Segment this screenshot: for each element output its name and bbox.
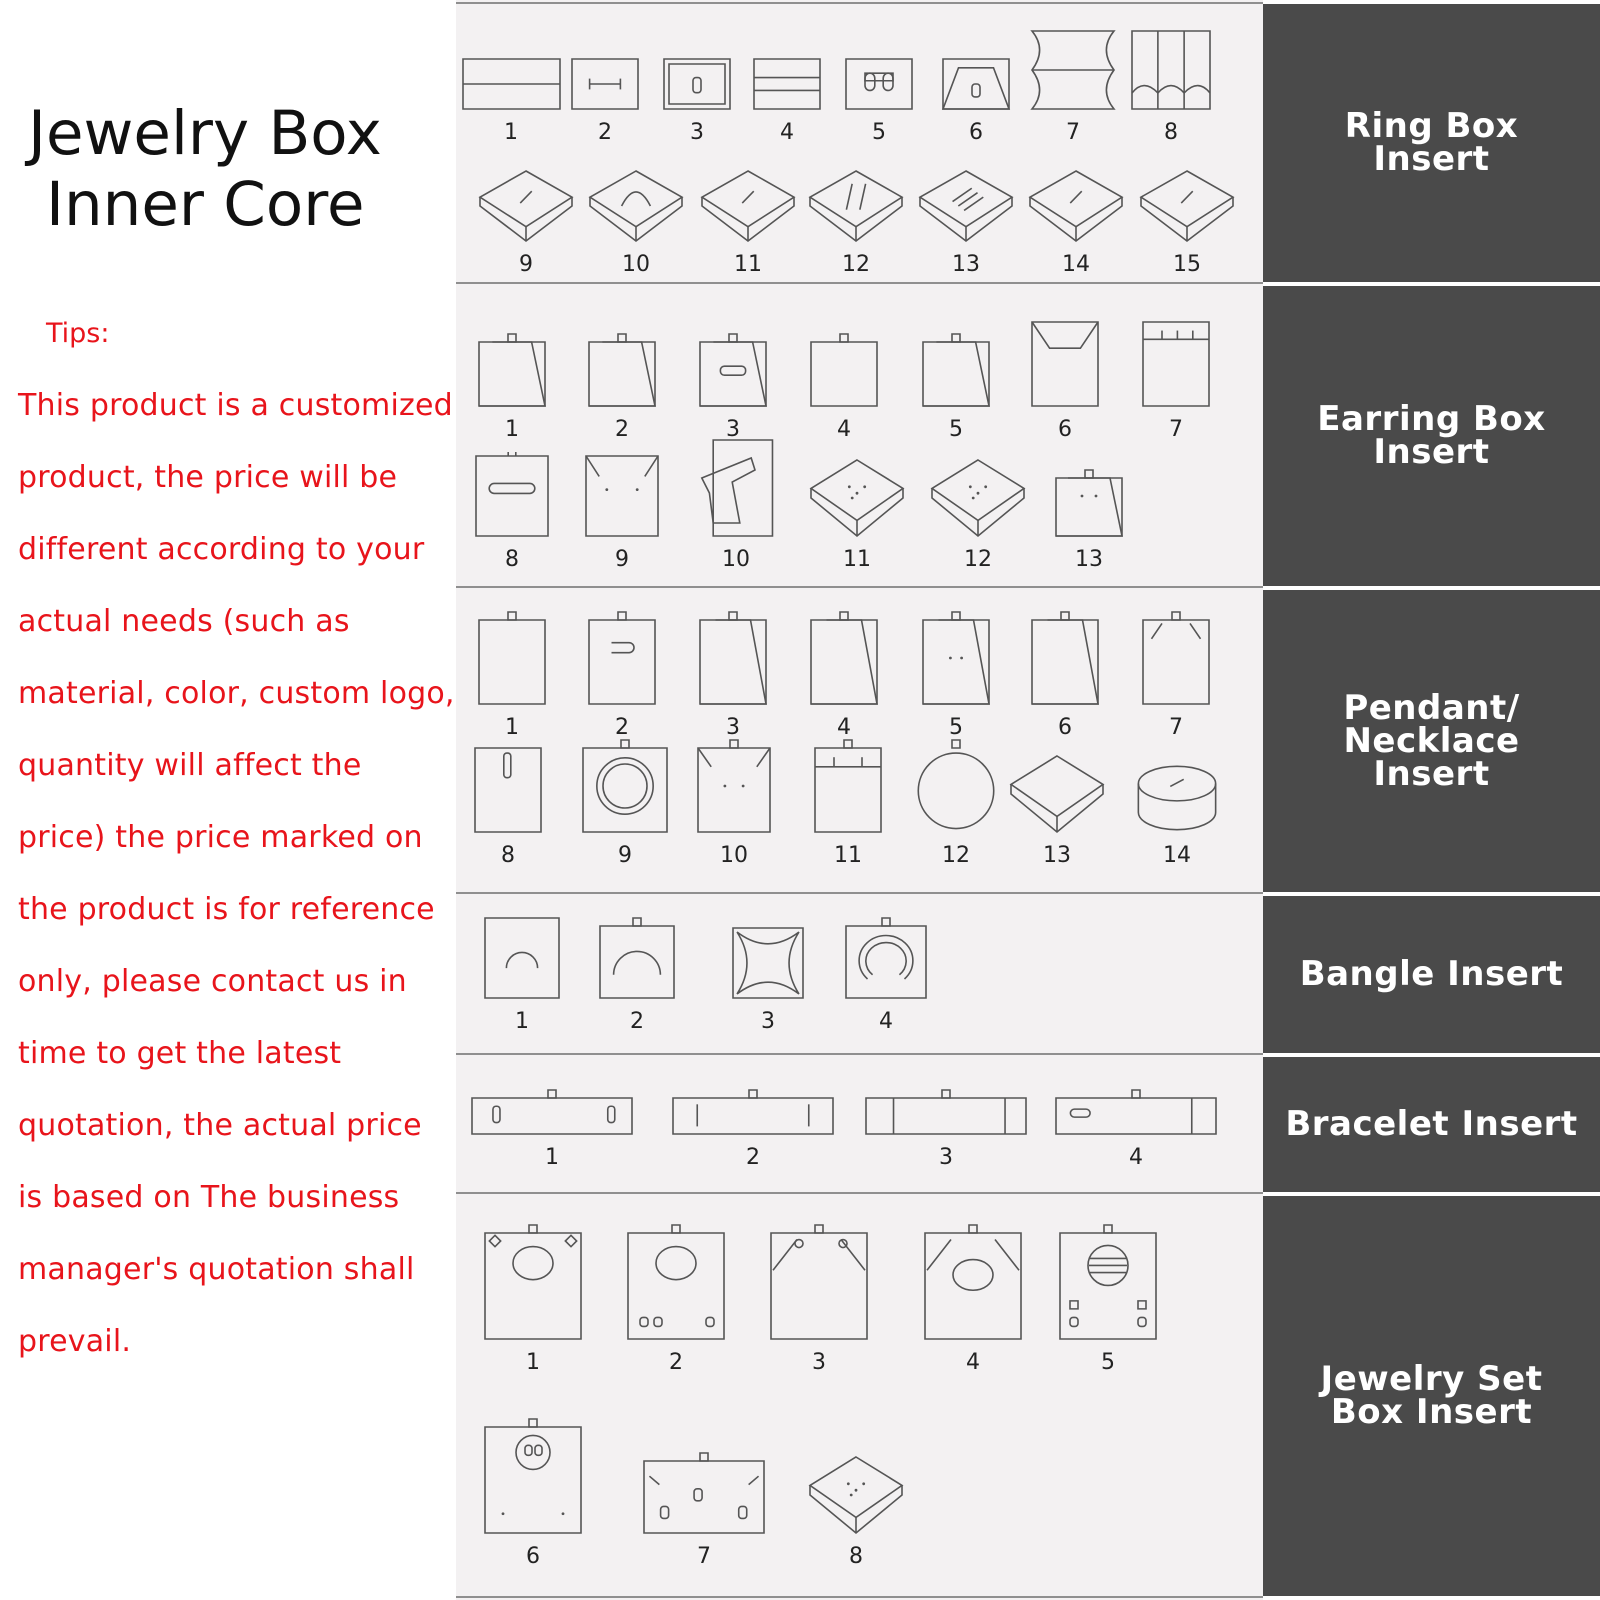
category-label-text: Earring Box Insert (1317, 399, 1546, 472)
set-insert-number: 8 (849, 1544, 863, 1569)
set-clips-icon (769, 1223, 869, 1341)
ring-insert-number: 12 (842, 252, 870, 277)
set-insert-number: 5 (1101, 1350, 1115, 1375)
bangle-insert-number: 4 (879, 1009, 893, 1034)
pendant-insert-2-drawing (587, 610, 657, 706)
insert-catalog-grid (456, 0, 1263, 1600)
brace-ends-icon (864, 1088, 1028, 1136)
ring-two-lines-icon (752, 57, 822, 111)
set-oval-icon (483, 1223, 583, 1341)
brace-slots-icon (470, 1088, 634, 1136)
ring-insert-number: 13 (952, 252, 980, 277)
set-clips-oval-icon (923, 1223, 1023, 1341)
pend-dots-icon (696, 738, 772, 834)
pendant-insert-13-drawing (1009, 754, 1105, 834)
set-insert-5-drawing (1058, 1223, 1158, 1341)
iso-dots-icon (808, 1455, 904, 1535)
ring-insert-number: 4 (780, 120, 794, 145)
ring-insert-13-drawing (918, 169, 1014, 243)
bracelet-insert-3-drawing (864, 1088, 1028, 1136)
card-top-band-icon (1141, 320, 1211, 408)
pend-plain-icon (477, 610, 547, 706)
category-label-text: Pendant/ Necklace Insert (1343, 687, 1520, 794)
pendant-insert-number: 13 (1043, 843, 1071, 868)
set-insert-3-drawing (769, 1223, 869, 1341)
earring-insert-number: 11 (843, 547, 871, 572)
card-slot-tall-icon (474, 450, 550, 538)
tips-panel (0, 0, 456, 1600)
set-insert-1-drawing (483, 1223, 583, 1341)
pendant-insert-number: 1 (505, 715, 519, 740)
tips-line: time to get the latest (18, 1036, 342, 1071)
earring-insert-number: 9 (615, 547, 629, 572)
pendant-insert-5-drawing (921, 610, 991, 706)
iso-dots-icon (930, 458, 1026, 538)
pend-ring-icon (581, 738, 669, 834)
category-label-text: Bangle Insert (1299, 954, 1564, 994)
ring-bar-icon (570, 57, 640, 111)
category-labels (1263, 0, 1600, 1600)
earring-insert-4-drawing (809, 332, 879, 408)
pendant-insert-12-drawing (915, 738, 997, 834)
card-trapezoid-small-icon (1054, 468, 1124, 538)
card-stand-icon (698, 438, 774, 538)
bangle-arc-icon (483, 916, 561, 1000)
ring-insert-5-drawing (844, 57, 914, 111)
bangle-insert-1-drawing (483, 916, 561, 1000)
iso-two-slots-icon (808, 169, 904, 243)
earring-insert-number: 13 (1075, 547, 1103, 572)
ring-insert-14-drawing (1028, 169, 1124, 243)
pendant-insert-11-drawing (813, 738, 883, 834)
iso-three-slots-icon (918, 169, 1014, 243)
bracelet-insert-number: 1 (545, 1145, 559, 1170)
earring-insert-12-drawing (930, 458, 1026, 538)
ring-insert-number: 6 (969, 120, 983, 145)
brace-right-icon (1054, 1088, 1218, 1136)
pend-hook-icon (587, 610, 657, 706)
category-label-ring (1263, 4, 1600, 282)
pendant-insert-4-drawing (809, 610, 879, 706)
ring-roll-icon (1030, 29, 1116, 111)
ring-insert-number: 15 (1173, 252, 1201, 277)
category-label-bracelet (1263, 1057, 1600, 1192)
bangle-arc-tab-icon (598, 916, 676, 1000)
tips-line: actual needs (such as (18, 604, 350, 639)
bangle-insert-4-drawing (844, 916, 928, 1000)
set-insert-2-drawing (626, 1223, 726, 1341)
card-trapezoid-slot-icon (698, 332, 768, 408)
bracelet-insert-number: 3 (939, 1145, 953, 1170)
earring-insert-number: 6 (1058, 417, 1072, 442)
title-line-1: Jewelry Box (28, 98, 382, 169)
earring-insert-2-drawing (587, 332, 657, 408)
card-trapezoid-icon (587, 332, 657, 408)
set-wide-icon (642, 1451, 766, 1535)
set-insert-number: 7 (697, 1544, 711, 1569)
ring-trapezoid-icon (941, 57, 1011, 111)
ring-insert-6-drawing (941, 57, 1011, 111)
cylinder-icon (1135, 762, 1219, 834)
category-label-set (1263, 1196, 1600, 1596)
set-ring-badge-icon (483, 1417, 583, 1535)
ring-insert-3-drawing (662, 57, 732, 111)
earring-insert-number: 8 (505, 547, 519, 572)
ring-double-slot-icon (844, 57, 914, 111)
pendant-insert-number: 9 (618, 843, 632, 868)
ring-insert-number: 10 (622, 252, 650, 277)
set-insert-7-drawing (642, 1451, 766, 1535)
bracelet-insert-4-drawing (1054, 1088, 1218, 1136)
pendant-insert-number: 2 (615, 715, 629, 740)
ring-insert-number: 11 (734, 252, 762, 277)
earring-insert-13-drawing (1054, 468, 1124, 538)
pendant-insert-10-drawing (696, 738, 772, 834)
tips-line: manager's quotation shall (18, 1252, 415, 1287)
ring-insert-10-drawing (588, 169, 684, 243)
tips-line: prevail. (18, 1324, 132, 1359)
bracelet-insert-2-drawing (671, 1088, 835, 1136)
category-label-pendant (1263, 590, 1600, 892)
category-label-bangle (1263, 896, 1600, 1053)
ring-insert-number: 5 (872, 120, 886, 145)
earring-insert-3-drawing (698, 332, 768, 408)
set-insert-6-drawing (483, 1417, 583, 1535)
pendant-insert-number: 10 (720, 843, 748, 868)
earring-insert-5-drawing (921, 332, 991, 408)
ring-insert-4-drawing (752, 57, 822, 111)
pendant-insert-6-drawing (1030, 610, 1100, 706)
earring-insert-number: 3 (726, 417, 740, 442)
pendant-insert-number: 8 (501, 843, 515, 868)
card-trapezoid-icon (921, 332, 991, 408)
tips-line: the product is for reference (18, 892, 435, 927)
earring-insert-number: 4 (837, 417, 851, 442)
set-insert-number: 2 (669, 1350, 683, 1375)
pend-trapezoid-icon (698, 610, 768, 706)
ring-insert-number: 7 (1066, 120, 1080, 145)
ring-arches-icon (1130, 29, 1212, 111)
bangle-insert-number: 3 (761, 1009, 775, 1034)
page-title (28, 98, 428, 240)
bracelet-insert-1-drawing (470, 1088, 634, 1136)
category-label-earring (1263, 286, 1600, 586)
pendant-insert-number: 7 (1169, 715, 1183, 740)
earring-insert-number: 1 (505, 417, 519, 442)
pendant-insert-number: 14 (1163, 843, 1191, 868)
ring-insert-number: 2 (598, 120, 612, 145)
bangle-insert-number: 2 (630, 1009, 644, 1034)
pendant-insert-3-drawing (698, 610, 768, 706)
earring-insert-number: 10 (722, 547, 750, 572)
set-insert-number: 1 (526, 1350, 540, 1375)
ring-insert-number: 9 (519, 252, 533, 277)
tips-line: is based on The business (18, 1180, 400, 1215)
ring-insert-number: 14 (1062, 252, 1090, 277)
pendant-insert-number: 4 (837, 715, 851, 740)
ring-insert-15-drawing (1139, 169, 1235, 243)
earring-insert-10-drawing (698, 438, 774, 538)
set-ridged-icon (1058, 1223, 1158, 1341)
pendant-insert-8-drawing (473, 746, 543, 834)
ring-frame-icon (662, 57, 732, 111)
earring-insert-number: 12 (964, 547, 992, 572)
iso-slot-icon (478, 169, 574, 243)
bracelet-insert-number: 2 (746, 1145, 760, 1170)
pend-trapezoid-icon (809, 610, 879, 706)
card-plain-icon (809, 332, 879, 408)
pendant-insert-number: 12 (942, 843, 970, 868)
earring-insert-9-drawing (584, 450, 660, 538)
category-label-text: Jewelry Set Box Insert (1320, 1359, 1543, 1432)
iso-slot-icon (700, 169, 796, 243)
ring-insert-12-drawing (808, 169, 904, 243)
pend-pin-icon (473, 746, 543, 834)
ring-insert-1-drawing (461, 57, 562, 111)
ring-insert-number: 8 (1164, 120, 1178, 145)
iso-arch-icon (588, 169, 684, 243)
iso-slot-icon (1028, 169, 1124, 243)
bangle-cuff-icon (844, 916, 928, 1000)
bangle-insert-2-drawing (598, 916, 676, 1000)
bangle-insert-number: 1 (515, 1009, 529, 1034)
set-insert-8-drawing (808, 1455, 904, 1535)
ring-insert-2-drawing (570, 57, 640, 111)
iso-slot-icon (1139, 169, 1235, 243)
tips-line: price) the price marked on (18, 820, 423, 855)
pend-corner-clips-icon (1141, 610, 1211, 706)
tips-text (18, 378, 458, 1386)
set-insert-number: 6 (526, 1544, 540, 1569)
earring-insert-7-drawing (1141, 320, 1211, 408)
iso-dots-icon (809, 458, 905, 538)
earring-insert-number: 2 (615, 417, 629, 442)
bracelet-insert-number: 4 (1129, 1145, 1143, 1170)
earring-insert-1-drawing (477, 332, 547, 408)
set-oval-slots-icon (626, 1223, 726, 1341)
pendant-insert-9-drawing (581, 738, 669, 834)
set-insert-4-drawing (923, 1223, 1023, 1341)
earring-insert-8-drawing (474, 450, 550, 538)
earring-insert-number: 7 (1169, 417, 1183, 442)
iso-plain-icon (1009, 754, 1105, 834)
pendant-insert-14-drawing (1135, 762, 1219, 834)
card-dots-tall-icon (584, 450, 660, 538)
pend-trapezoid-dots-icon (921, 610, 991, 706)
tips-label: Tips: (46, 318, 110, 349)
tips-line: quantity will affect the (18, 748, 362, 783)
ring-insert-number: 1 (504, 120, 518, 145)
category-label-text: Ring Box Insert (1344, 106, 1519, 179)
pendant-insert-number: 11 (834, 843, 862, 868)
ring-insert-11-drawing (700, 169, 796, 243)
pend-trapezoid-icon (1030, 610, 1100, 706)
pend-band-icon (813, 738, 883, 834)
pendant-insert-1-drawing (477, 610, 547, 706)
card-trapezoid-icon (477, 332, 547, 408)
bangle-pillow-icon (731, 926, 805, 1000)
set-insert-number: 3 (812, 1350, 826, 1375)
bangle-insert-3-drawing (731, 926, 805, 1000)
pend-circle-icon (915, 738, 997, 834)
tips-line: different according to your (18, 532, 425, 567)
ring-insert-9-drawing (478, 169, 574, 243)
tips-line: only, please contact us in (18, 964, 407, 999)
brace-lines-icon (671, 1088, 835, 1136)
ring-insert-7-drawing (1030, 29, 1116, 111)
ring-insert-8-drawing (1130, 29, 1212, 111)
tips-line: quotation, the actual price (18, 1108, 422, 1143)
tips-line: material, color, custom logo, (18, 676, 455, 711)
title-line-2: Inner Core (46, 169, 365, 240)
pendant-insert-number: 5 (949, 715, 963, 740)
earring-insert-6-drawing (1030, 320, 1100, 408)
earring-insert-number: 5 (949, 417, 963, 442)
pendant-insert-7-drawing (1141, 610, 1211, 706)
tips-line: This product is a customized (18, 388, 453, 423)
ring-insert-number: 3 (690, 120, 704, 145)
pendant-insert-number: 6 (1058, 715, 1072, 740)
ring-split-icon (461, 57, 562, 111)
card-v-icon (1030, 320, 1100, 408)
set-insert-number: 4 (966, 1350, 980, 1375)
tips-line: product, the price will be (18, 460, 398, 495)
pendant-insert-number: 3 (726, 715, 740, 740)
category-label-text: Bracelet Insert (1285, 1104, 1578, 1144)
earring-insert-11-drawing (809, 458, 905, 538)
